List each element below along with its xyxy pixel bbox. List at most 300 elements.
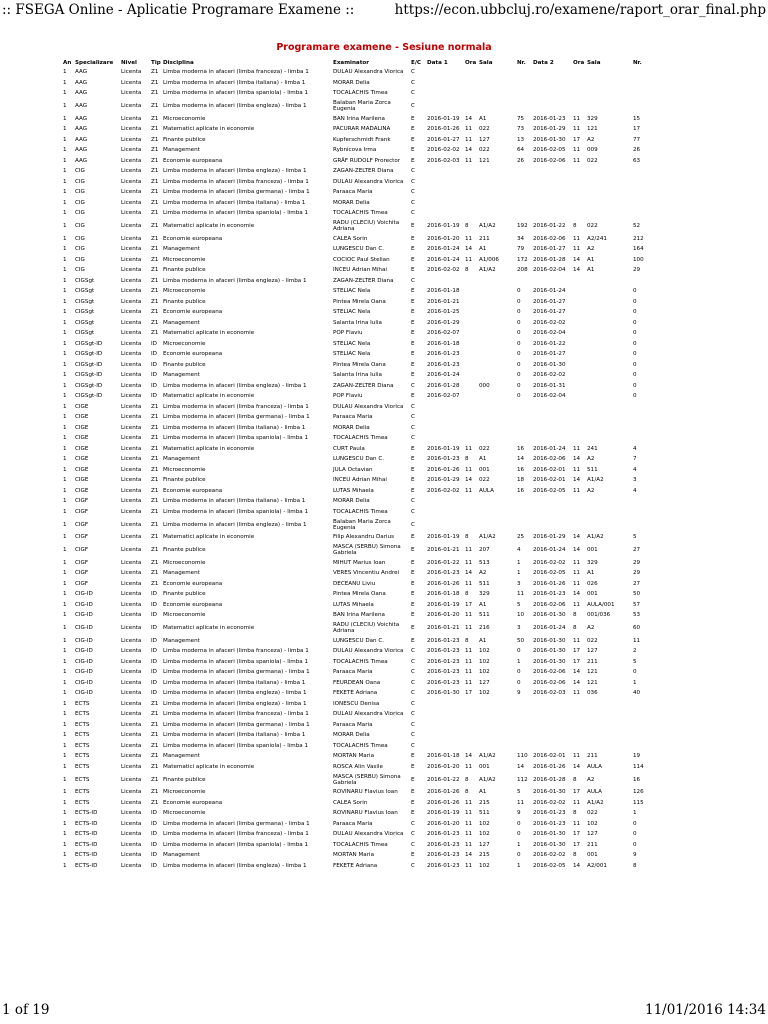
table-cell — [632, 424, 702, 435]
table-cell: 1 — [63, 841, 67, 848]
table-cell: Paraaca Maria — [333, 820, 373, 827]
table-cell: E — [411, 799, 415, 806]
col-header: E/C — [411, 60, 421, 66]
table-row — [62, 580, 702, 591]
table-cell — [478, 329, 516, 340]
table-cell: Z1 — [151, 508, 159, 515]
table-cell: 1 — [63, 852, 67, 859]
table-cell: 2016-01-26 — [427, 126, 460, 133]
table-cell — [478, 178, 516, 189]
table-cell: 16 — [633, 776, 641, 783]
table-cell: ID — [151, 679, 157, 686]
table-cell: 102 — [479, 820, 490, 827]
table-cell — [586, 329, 632, 340]
table-cell: C — [411, 435, 415, 442]
table-cell: CIGF — [75, 559, 89, 566]
table-cell: Z1 — [151, 103, 159, 110]
table-cell: 127 — [587, 831, 598, 838]
table-cell: Z1 — [151, 466, 159, 473]
col-header: Sala — [587, 60, 601, 66]
table-cell: 2016-02-02 — [533, 319, 566, 326]
table-cell: 11 — [465, 547, 473, 554]
table-cell — [464, 100, 478, 115]
table-cell: 14 — [573, 534, 581, 541]
table-cell — [532, 79, 572, 90]
table-cell: 2016-02-04 — [533, 267, 566, 274]
table-cell: 0 — [517, 298, 521, 305]
table-cell: 2016-01-26 — [427, 466, 460, 473]
col-header: Data 2 — [533, 60, 554, 66]
table-cell: 75 — [517, 115, 525, 122]
table-cell: AAG — [75, 157, 88, 164]
table-cell — [532, 434, 572, 445]
table-cell: 241 — [587, 445, 598, 452]
table-cell: Licenta — [121, 789, 142, 796]
table-cell: Z1 — [151, 147, 159, 154]
table-cell: CIGE — [75, 445, 89, 452]
table-cell: 29 — [633, 559, 641, 566]
table-cell: Limba moderna in afaceri (limba italiana) - limba 1 — [163, 732, 306, 739]
table-cell: 29 — [633, 570, 641, 577]
table-cell: Economie europeana — [163, 580, 223, 587]
table-cell: 2016-01-27 — [533, 298, 566, 305]
table-cell: 1 — [63, 625, 67, 632]
table-cell: A1/A2 — [479, 534, 496, 541]
table-cell: Balaban Maria Zorca Eugenia — [333, 100, 391, 112]
table-cell — [532, 700, 572, 711]
table-cell: 1 — [63, 178, 67, 185]
table-cell: 1 — [63, 570, 67, 577]
table-cell — [426, 413, 464, 424]
table-cell — [464, 89, 478, 100]
table-cell: A1 — [479, 789, 487, 796]
table-cell: Pintea Mirela Oana — [333, 361, 386, 368]
table-cell: 2016-01-30 — [533, 658, 566, 665]
table-cell: CIGE — [75, 435, 89, 442]
table-cell: ID — [151, 690, 157, 697]
table-cell: 0 — [633, 309, 637, 316]
table-cell: 001 — [479, 466, 490, 473]
table-cell: C — [411, 382, 415, 389]
table-cell — [426, 424, 464, 435]
table-cell: Z1 — [151, 487, 159, 494]
table-cell — [632, 434, 702, 445]
table-cell — [532, 721, 572, 732]
table-cell: Licenta — [121, 612, 142, 619]
table-cell: 2016-01-23 — [427, 841, 460, 848]
table-cell: 15 — [633, 115, 641, 122]
table-row — [62, 350, 702, 361]
table-cell: ID — [151, 591, 157, 598]
table-cell: Management — [163, 456, 200, 463]
table-cell: 2016-01-23 — [427, 570, 460, 577]
table-cell: ROSCA Alin Vasile — [333, 763, 383, 770]
table-cell: 14 — [573, 477, 581, 484]
table-cell: VERES Vincentiu Andrei — [333, 570, 400, 577]
table-cell: Z1 — [151, 721, 159, 728]
table-cell — [632, 209, 702, 220]
table-cell: C — [411, 862, 415, 869]
table-cell: 53 — [633, 612, 641, 619]
table-row — [62, 466, 702, 477]
table-cell: Z1 — [151, 570, 159, 577]
table-cell: BAN Irina Marilena — [333, 115, 385, 122]
table-row — [62, 763, 702, 774]
table-cell: Licenta — [121, 721, 142, 728]
table-cell: ID — [151, 601, 157, 608]
table-cell: STELIAC Nela — [333, 340, 371, 347]
table-cell: 2016-01-19 — [427, 445, 460, 452]
table-cell — [478, 742, 516, 753]
table-cell: 114 — [633, 763, 644, 770]
table-cell: 1 — [63, 466, 67, 473]
table-cell: E — [411, 456, 415, 463]
table-cell: Z1 — [151, 246, 159, 253]
table-cell — [516, 167, 532, 178]
table-row — [62, 256, 702, 267]
table-cell — [516, 424, 532, 435]
table-cell: 18 — [517, 477, 525, 484]
table-row — [62, 136, 702, 147]
table-cell: 26 — [633, 147, 641, 154]
table-cell: 16 — [517, 466, 525, 473]
table-cell — [572, 721, 586, 732]
table-cell: Limba moderna in afaceri (limba engleza) - limba 1 — [163, 277, 307, 284]
col-header: Examinator — [333, 60, 369, 66]
table-cell: Limba moderna in afaceri (limba spaniola) - limba 1 — [163, 841, 309, 848]
table-cell: 022 — [479, 445, 490, 452]
table-cell: 17 — [573, 136, 581, 143]
table-cell: E — [411, 223, 415, 230]
table-cell: 329 — [587, 115, 598, 122]
table-cell: ID — [151, 862, 157, 869]
table-cell — [572, 298, 586, 309]
table-cell — [572, 79, 586, 90]
table-cell: A1 — [587, 256, 595, 263]
table-cell: CIG-ID — [75, 637, 93, 644]
table-cell: CIG — [75, 210, 85, 217]
table-cell: DULAU Alexandra Viorica — [333, 711, 404, 718]
page-counter: 1 of 19 — [2, 1002, 50, 1018]
table-row — [62, 700, 702, 711]
table-cell: Licenta — [121, 246, 142, 253]
table-cell: 1 — [63, 157, 67, 164]
table-cell — [632, 100, 702, 115]
table-cell: E — [411, 126, 415, 133]
table-cell: ZAGAN-ZELTER Diana — [333, 277, 394, 284]
table-row — [62, 862, 702, 873]
table-cell: Management — [163, 147, 200, 154]
table-cell: 11 — [465, 466, 473, 473]
table-cell: 2016-01-22 — [533, 340, 566, 347]
table-cell: 2016-01-23 — [427, 831, 460, 838]
table-cell: MORAR Delia — [333, 498, 370, 505]
table-cell: 14 — [573, 679, 581, 686]
table-cell: E — [411, 637, 415, 644]
table-cell: Z1 — [151, 136, 159, 143]
table-cell: ECTS — [75, 799, 90, 806]
table-cell: Licenta — [121, 235, 142, 242]
table-cell: 511 — [479, 612, 490, 619]
table-cell: A1/006 — [479, 256, 499, 263]
table-cell: Licenta — [121, 700, 142, 707]
table-cell: 121 — [587, 679, 598, 686]
table-cell — [572, 209, 586, 220]
table-cell: 1 — [63, 298, 67, 305]
table-cell: 11 — [573, 487, 581, 494]
table-cell: 14 — [573, 267, 581, 274]
table-cell — [572, 199, 586, 210]
table-cell: AAG — [75, 103, 88, 110]
table-cell: Z1 — [151, 789, 159, 796]
table-cell: 2016-01-30 — [427, 690, 460, 697]
table-cell: 17 — [573, 841, 581, 848]
table-cell: STELIAC Nela — [333, 351, 371, 358]
table-cell: E — [411, 612, 415, 619]
table-cell: 2016-02-03 — [427, 157, 460, 164]
table-cell: POP Flaviu — [333, 393, 363, 400]
table-cell: A2/001 — [587, 862, 607, 869]
table-cell — [426, 79, 464, 90]
table-cell: 11 — [465, 612, 473, 619]
table-cell: 2016-01-23 — [533, 820, 566, 827]
table-cell: Paraaca Maria — [333, 189, 373, 196]
table-cell: 1 — [63, 90, 67, 97]
table-cell — [532, 100, 572, 115]
table-cell: Licenta — [121, 487, 142, 494]
table-cell: 13 — [517, 136, 525, 143]
table-cell: 1 — [63, 477, 67, 484]
report-title: Programare examene - Sesiune normala — [276, 42, 492, 53]
table-cell: 0 — [517, 820, 521, 827]
table-cell — [532, 518, 572, 533]
table-cell: 79 — [517, 246, 525, 253]
table-cell: Management — [163, 246, 200, 253]
table-cell: C — [411, 199, 415, 206]
table-cell: CIGF — [75, 498, 89, 505]
table-cell: Licenta — [121, 570, 142, 577]
table-cell: CIGE — [75, 487, 89, 494]
table-cell: A2/241 — [587, 235, 607, 242]
table-cell: Z1 — [151, 799, 159, 806]
table-cell — [478, 434, 516, 445]
table-row — [62, 266, 702, 277]
table-cell: CIGF — [75, 547, 89, 554]
table-cell: Licenta — [121, 189, 142, 196]
table-cell — [478, 497, 516, 508]
table-cell — [478, 79, 516, 90]
table-cell: E — [411, 298, 415, 305]
table-cell: 2016-02-06 — [533, 456, 566, 463]
col-header: Ora — [465, 60, 477, 66]
table-cell: STELIAC Nela — [333, 288, 371, 295]
table-cell: 1 — [63, 351, 67, 358]
table-cell — [478, 361, 516, 372]
table-cell: 2016-01-21 — [427, 298, 460, 305]
table-row — [62, 298, 702, 309]
table-cell: CIGSgt-ID — [75, 361, 103, 368]
table-row — [62, 590, 702, 601]
table-cell: 1 — [63, 372, 67, 379]
table-cell — [516, 434, 532, 445]
table-cell: Limba moderna in afaceri (limba engleza) - limba 1 — [163, 521, 307, 528]
table-cell: Licenta — [121, 831, 142, 838]
table-cell — [464, 188, 478, 199]
table-cell — [572, 497, 586, 508]
table-cell — [464, 350, 478, 361]
table-cell — [586, 89, 632, 100]
table-cell — [516, 518, 532, 533]
table-cell: ECTS-ID — [75, 852, 98, 859]
table-cell: 0 — [633, 841, 637, 848]
table-cell: CIGSgt — [75, 309, 95, 316]
table-cell: 511 — [479, 810, 490, 817]
table-cell — [572, 403, 586, 414]
table-cell: Licenta — [121, 810, 142, 817]
table-cell: 1 — [63, 679, 67, 686]
table-cell: 1 — [63, 288, 67, 295]
table-cell — [586, 700, 632, 711]
table-cell: 8 — [573, 810, 577, 817]
table-cell: ID — [151, 351, 157, 358]
table-cell: 2016-02-05 — [533, 862, 566, 869]
table-cell: E — [411, 235, 415, 242]
table-cell — [478, 298, 516, 309]
table-cell: E — [411, 591, 415, 598]
table-cell: CIG — [75, 256, 85, 263]
table-cell: MASCA (SERBU) Simona Gabriela — [333, 544, 401, 556]
table-cell: CIG — [75, 199, 85, 206]
col-header: Ora — [573, 60, 585, 66]
table-cell: Limba moderna in afaceri (limba spaniola) - limba 1 — [163, 742, 309, 749]
table-cell: 2016-01-23 — [427, 351, 460, 358]
table-cell: ID — [151, 361, 157, 368]
table-cell: Z1 — [151, 288, 159, 295]
table-cell: 1 — [63, 580, 67, 587]
table-cell: ECTS — [75, 763, 90, 770]
table-cell — [464, 424, 478, 435]
table-cell: C — [411, 189, 415, 196]
table-cell — [426, 188, 464, 199]
table-cell: 2016-01-20 — [427, 235, 460, 242]
table-cell: 14 — [465, 147, 473, 154]
table-cell: 2016-01-21 — [427, 625, 460, 632]
table-cell: Z1 — [151, 521, 159, 528]
table-cell: A1/A2 — [587, 477, 604, 484]
table-cell: Licenta — [121, 466, 142, 473]
table-cell: 1 — [63, 456, 67, 463]
table-cell: Licenta — [121, 393, 142, 400]
table-cell: 1 — [517, 841, 521, 848]
table-cell: Management — [163, 637, 200, 644]
table-cell — [516, 721, 532, 732]
table-cell — [532, 167, 572, 178]
table-cell — [426, 731, 464, 742]
table-cell: Limba moderna in afaceri (limba italiana) - limba 1 — [163, 199, 306, 206]
table-cell: 11 — [465, 831, 473, 838]
table-cell: Licenta — [121, 361, 142, 368]
table-cell — [632, 79, 702, 90]
table-cell: Finante publice — [163, 136, 206, 143]
table-cell: 2016-01-25 — [427, 309, 460, 316]
table-cell: 50 — [633, 591, 641, 598]
table-row — [62, 68, 702, 79]
table-cell: CIGF — [75, 508, 89, 515]
table-cell — [464, 518, 478, 533]
table-cell: CALEA Sorin — [333, 235, 368, 242]
table-cell — [572, 700, 586, 711]
table-cell: CIG — [75, 267, 85, 274]
table-cell: Licenta — [121, 372, 142, 379]
table-cell — [478, 350, 516, 361]
table-row — [62, 658, 702, 669]
table-cell: 1 — [63, 547, 67, 554]
table-cell — [532, 413, 572, 424]
table-cell — [586, 79, 632, 90]
table-cell: 211 — [479, 235, 490, 242]
table-cell: 2016-01-30 — [533, 136, 566, 143]
table-cell: ROVINARU Flavius Ioan — [333, 810, 398, 817]
table-cell: 2016-01-24 — [533, 625, 566, 632]
table-cell: 0 — [633, 393, 637, 400]
table-cell — [632, 518, 702, 533]
table-cell: BAN Irina Marilena — [333, 612, 385, 619]
table-cell: 1 — [63, 732, 67, 739]
table-cell: C — [411, 732, 415, 739]
table-cell: 2016-01-30 — [533, 789, 566, 796]
table-cell: Licenta — [121, 115, 142, 122]
table-cell: CIGF — [75, 570, 89, 577]
col-header: Sala — [479, 60, 493, 66]
table-cell: 0 — [633, 831, 637, 838]
table-cell: 14 — [465, 753, 473, 760]
table-cell: Limba moderna in afaceri (limba engleza) - limba 1 — [163, 382, 307, 389]
table-cell: E — [411, 330, 415, 337]
table-cell: CIGSgt-ID — [75, 372, 103, 379]
table-cell: 14 — [517, 456, 525, 463]
table-cell — [632, 742, 702, 753]
table-cell: 3 — [517, 625, 521, 632]
table-cell — [464, 413, 478, 424]
table-cell: A1 — [479, 637, 487, 644]
table-cell: 1 — [63, 445, 67, 452]
table-cell: 50 — [517, 637, 525, 644]
table-cell — [586, 340, 632, 351]
table-cell — [532, 731, 572, 742]
table-cell: 11 — [517, 799, 525, 806]
table-cell: Management — [163, 319, 200, 326]
table-cell: TOCALACHIS Timea — [333, 658, 388, 665]
table-cell: E — [411, 157, 415, 164]
col-header: Data 1 — [427, 60, 448, 66]
table-cell — [532, 178, 572, 189]
table-cell: FEURDEAN Oana — [333, 679, 381, 686]
table-cell: Z1 — [151, 210, 159, 217]
table-cell: 513 — [479, 559, 490, 566]
table-cell — [572, 710, 586, 721]
table-cell — [572, 287, 586, 298]
table-cell — [586, 371, 632, 382]
table-cell: 0 — [517, 319, 521, 326]
table-cell: ID — [151, 852, 157, 859]
table-cell — [516, 209, 532, 220]
table-cell: 2016-01-19 — [427, 810, 460, 817]
table-cell: 2016-01-20 — [427, 820, 460, 827]
table-cell — [426, 199, 464, 210]
table-cell: Licenta — [121, 547, 142, 554]
table-cell: Limba moderna in afaceri (limba germana) - limba 1 — [163, 669, 310, 676]
table-cell: Licenta — [121, 136, 142, 143]
